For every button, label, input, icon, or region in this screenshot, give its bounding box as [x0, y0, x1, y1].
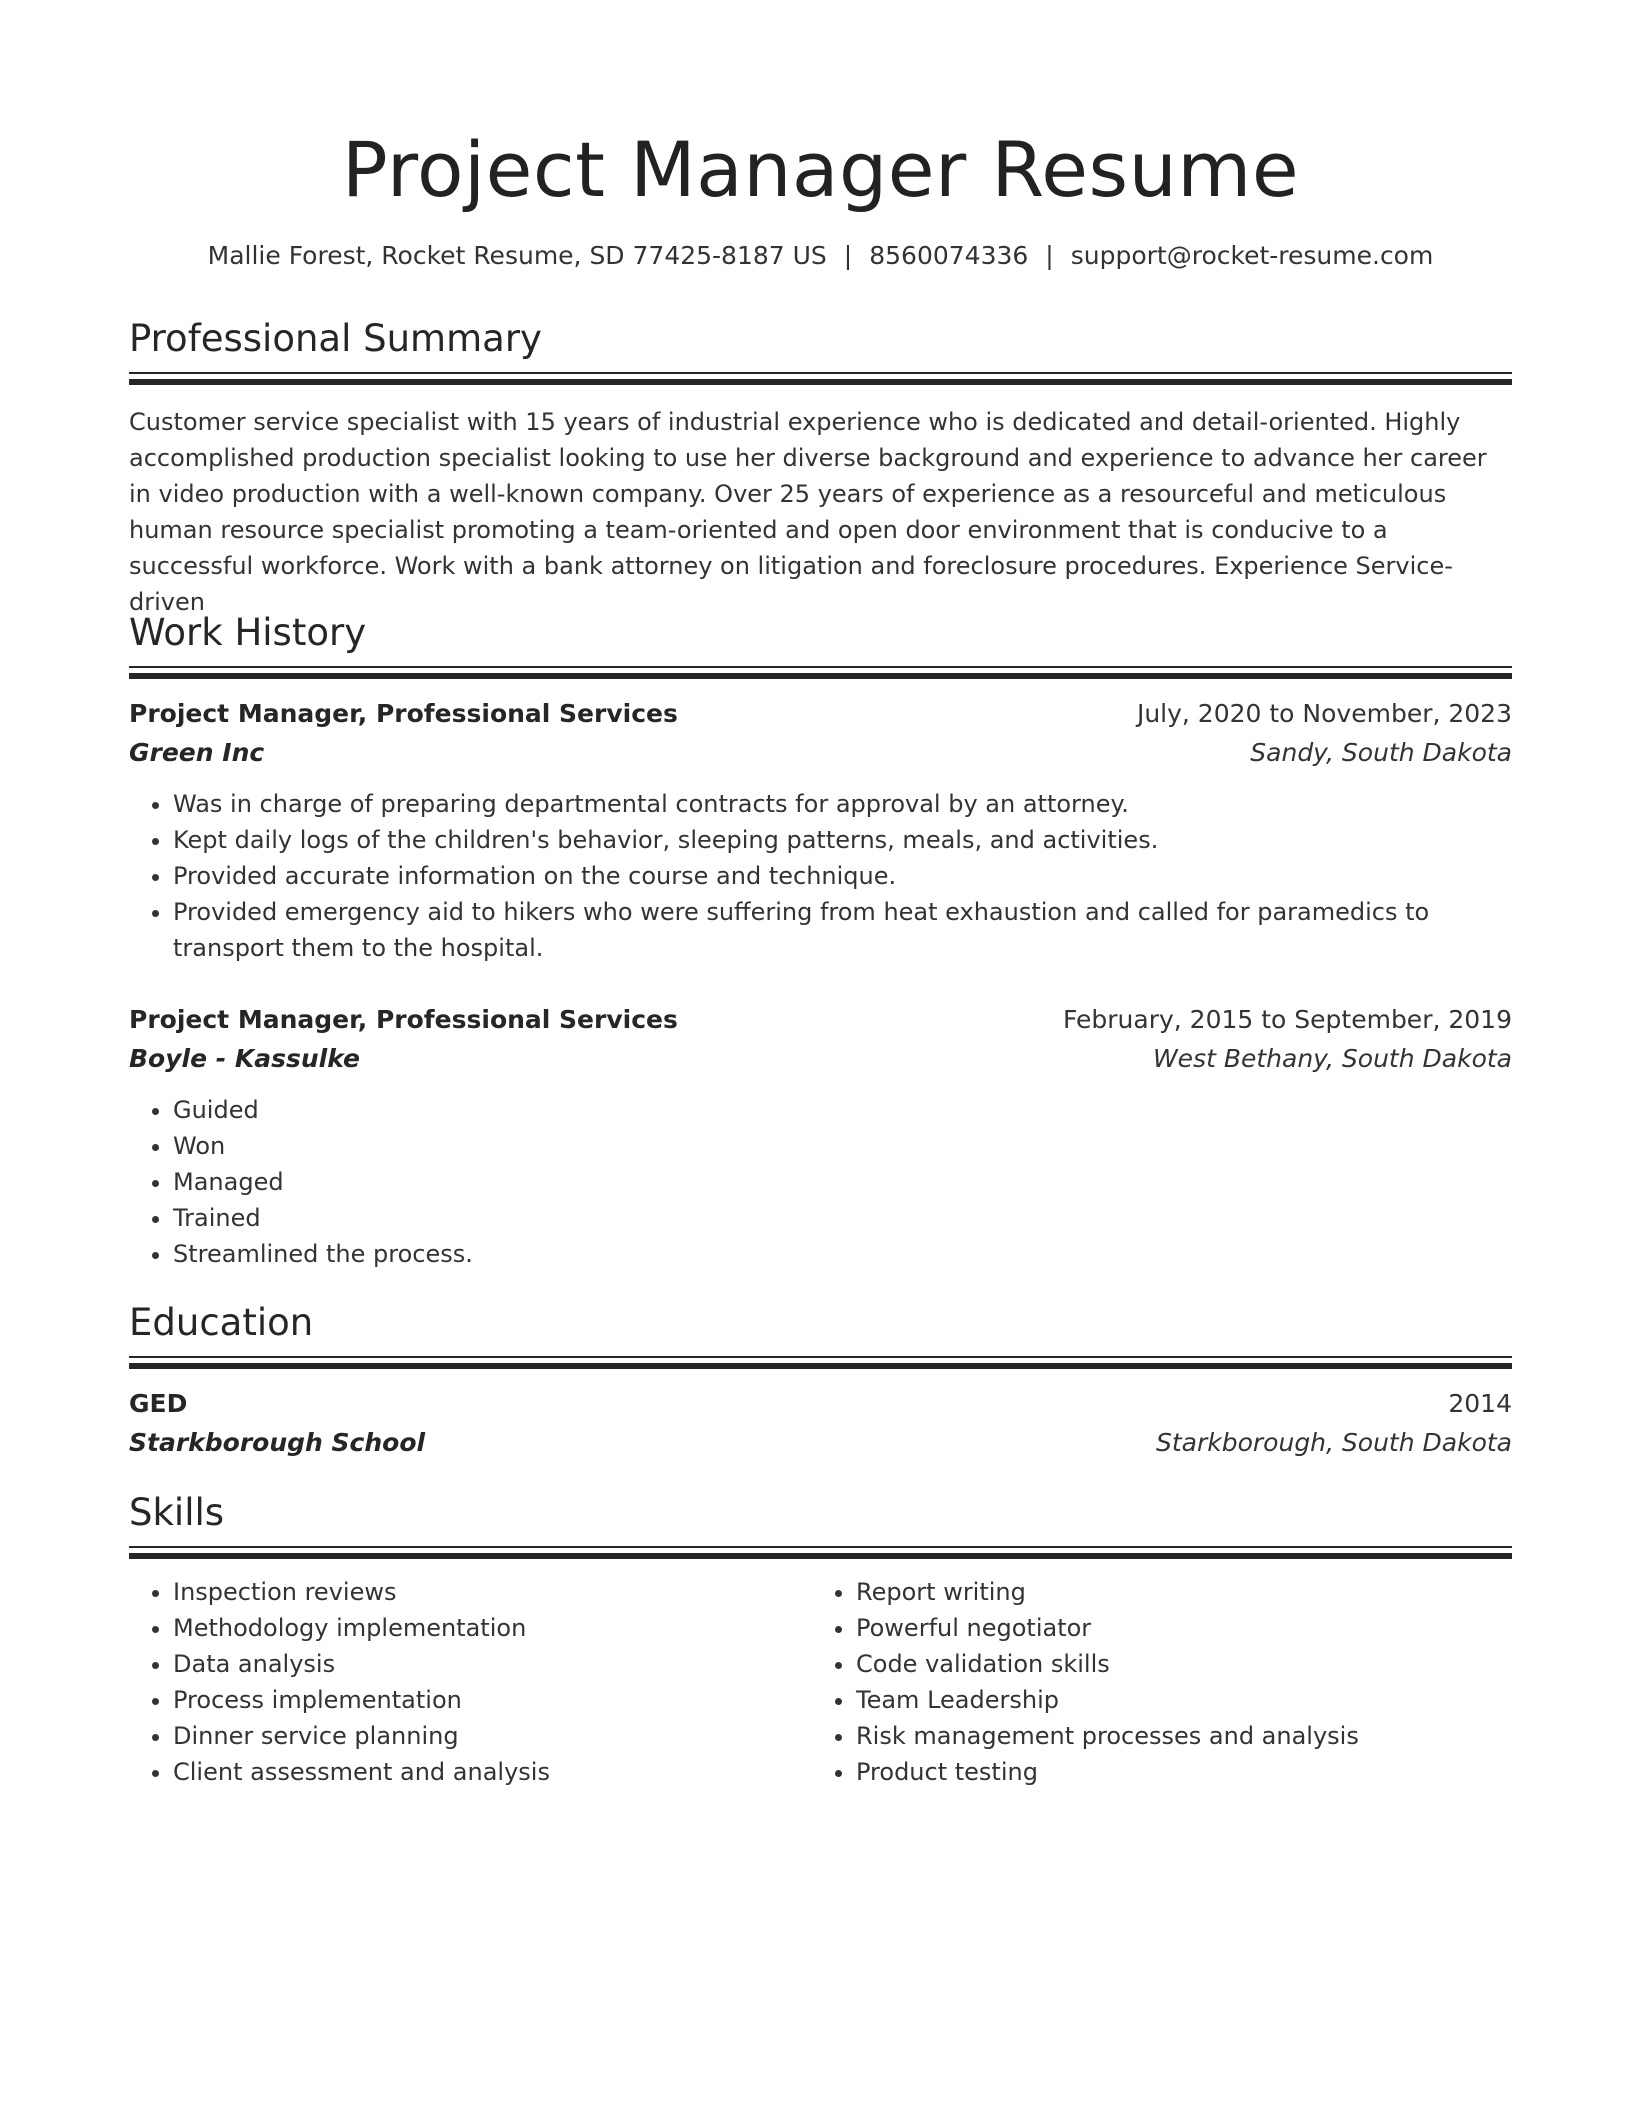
- education-section: [129, 1298, 1512, 1462]
- list-item: • Provided accurate information on the course and technique.: [173, 858, 1512, 894]
- list-item: • Product testing: [856, 1754, 1495, 1790]
- page-title: Project Manager Resume: [341, 125, 1300, 214]
- skills-list-left: [129, 1574, 812, 1790]
- list-item: • Managed: [173, 1164, 1512, 1200]
- education-degree: GED: [129, 1389, 188, 1418]
- job-bullets: [129, 786, 1512, 966]
- section-divider: [129, 666, 1512, 680]
- job-title: Project Manager, Professional Services: [129, 699, 678, 728]
- job-entry: [129, 694, 1512, 966]
- skills-heading: Skills: [129, 1491, 225, 1534]
- list-item: • Was in charge of preparing departmental contracts for approval by an attorney.: [173, 786, 1512, 822]
- list-item: • Risk management processes and analysis: [856, 1718, 1495, 1754]
- job-company: Green Inc: [129, 738, 265, 767]
- job-company: Boyle - Kassulke: [129, 1044, 360, 1073]
- list-item: • Report writing: [856, 1574, 1495, 1610]
- job-dates: February, 2015 to September, 2019: [1063, 1005, 1512, 1034]
- work-history-heading: Work History: [129, 611, 367, 654]
- list-item: • Code validation skills: [856, 1646, 1495, 1682]
- contact-email[interactable]: support@rocket-resume.com: [1070, 241, 1434, 270]
- list-item: • Methodology implementation: [173, 1610, 812, 1646]
- summary-heading: Professional Summary: [129, 317, 542, 360]
- contact-address: Mallie Forest, Rocket Resume, SD 77425-8187 US: [207, 241, 827, 270]
- job-bullets: [129, 1092, 1512, 1272]
- list-item: • Won: [173, 1128, 1512, 1164]
- section-divider: [129, 1356, 1512, 1370]
- education-location: Starkborough, South Dakota: [1155, 1428, 1512, 1457]
- job-entry: [129, 1000, 1512, 1272]
- education-heading: Education: [129, 1301, 314, 1344]
- list-item: • Trained: [173, 1200, 1512, 1236]
- job-dates: July, 2020 to November, 2023: [1136, 699, 1512, 728]
- contact-phone: 8560074336: [869, 241, 1029, 270]
- job-location: Sandy, South Dakota: [1250, 738, 1512, 767]
- contact-separator: |: [1045, 241, 1054, 270]
- contact-line: [129, 238, 1512, 274]
- summary-text: Customer service specialist with 15 years of industrial experience who is dedicated and detail-oriented. Highly accomplished production specialist looking to use her diverse background and experience to advance her career in video production with a well-known company. Over 25 years of experience as a resourceful and meticulous human resource specialist promoting a team-oriented and open door environment that is conducive to a successful workforce. Work with a bank attorney on litigation and foreclosure procedures. Experience Service-driven: [129, 408, 1487, 616]
- education-entry: [129, 1384, 1512, 1462]
- skills-columns: [129, 1574, 1512, 1790]
- list-item: • Kept daily logs of the children's behavior, sleeping patterns, meals, and activities.: [173, 822, 1512, 858]
- summary-section: [129, 314, 1512, 620]
- list-item: • Streamlined the process.: [173, 1236, 1512, 1272]
- contact-separator: |: [843, 241, 853, 270]
- list-item: • Data analysis: [173, 1646, 812, 1682]
- skills-section: [129, 1488, 1512, 1790]
- work-history-section: [129, 608, 1512, 1272]
- list-item: • Inspection reviews: [173, 1574, 812, 1610]
- education-school: Starkborough School: [129, 1428, 426, 1457]
- list-item: • Provided emergency aid to hikers who were suffering from heat exhaustion and called for paramedics to transport them to the hospital.: [173, 894, 1512, 966]
- section-divider: [129, 372, 1512, 386]
- list-item: • Dinner service planning: [173, 1718, 812, 1754]
- education-year: 2014: [1448, 1389, 1512, 1418]
- list-item: • Process implementation: [173, 1682, 812, 1718]
- section-divider: [129, 1546, 1512, 1560]
- list-item: • Team Leadership: [856, 1682, 1495, 1718]
- job-title: Project Manager, Professional Services: [129, 1005, 678, 1034]
- list-item: • Guided: [173, 1092, 1512, 1128]
- skills-list-right: [812, 1574, 1495, 1790]
- job-location: West Bethany, South Dakota: [1152, 1044, 1512, 1073]
- list-item: • Powerful negotiator: [856, 1610, 1495, 1646]
- list-item: • Client assessment and analysis: [173, 1754, 812, 1790]
